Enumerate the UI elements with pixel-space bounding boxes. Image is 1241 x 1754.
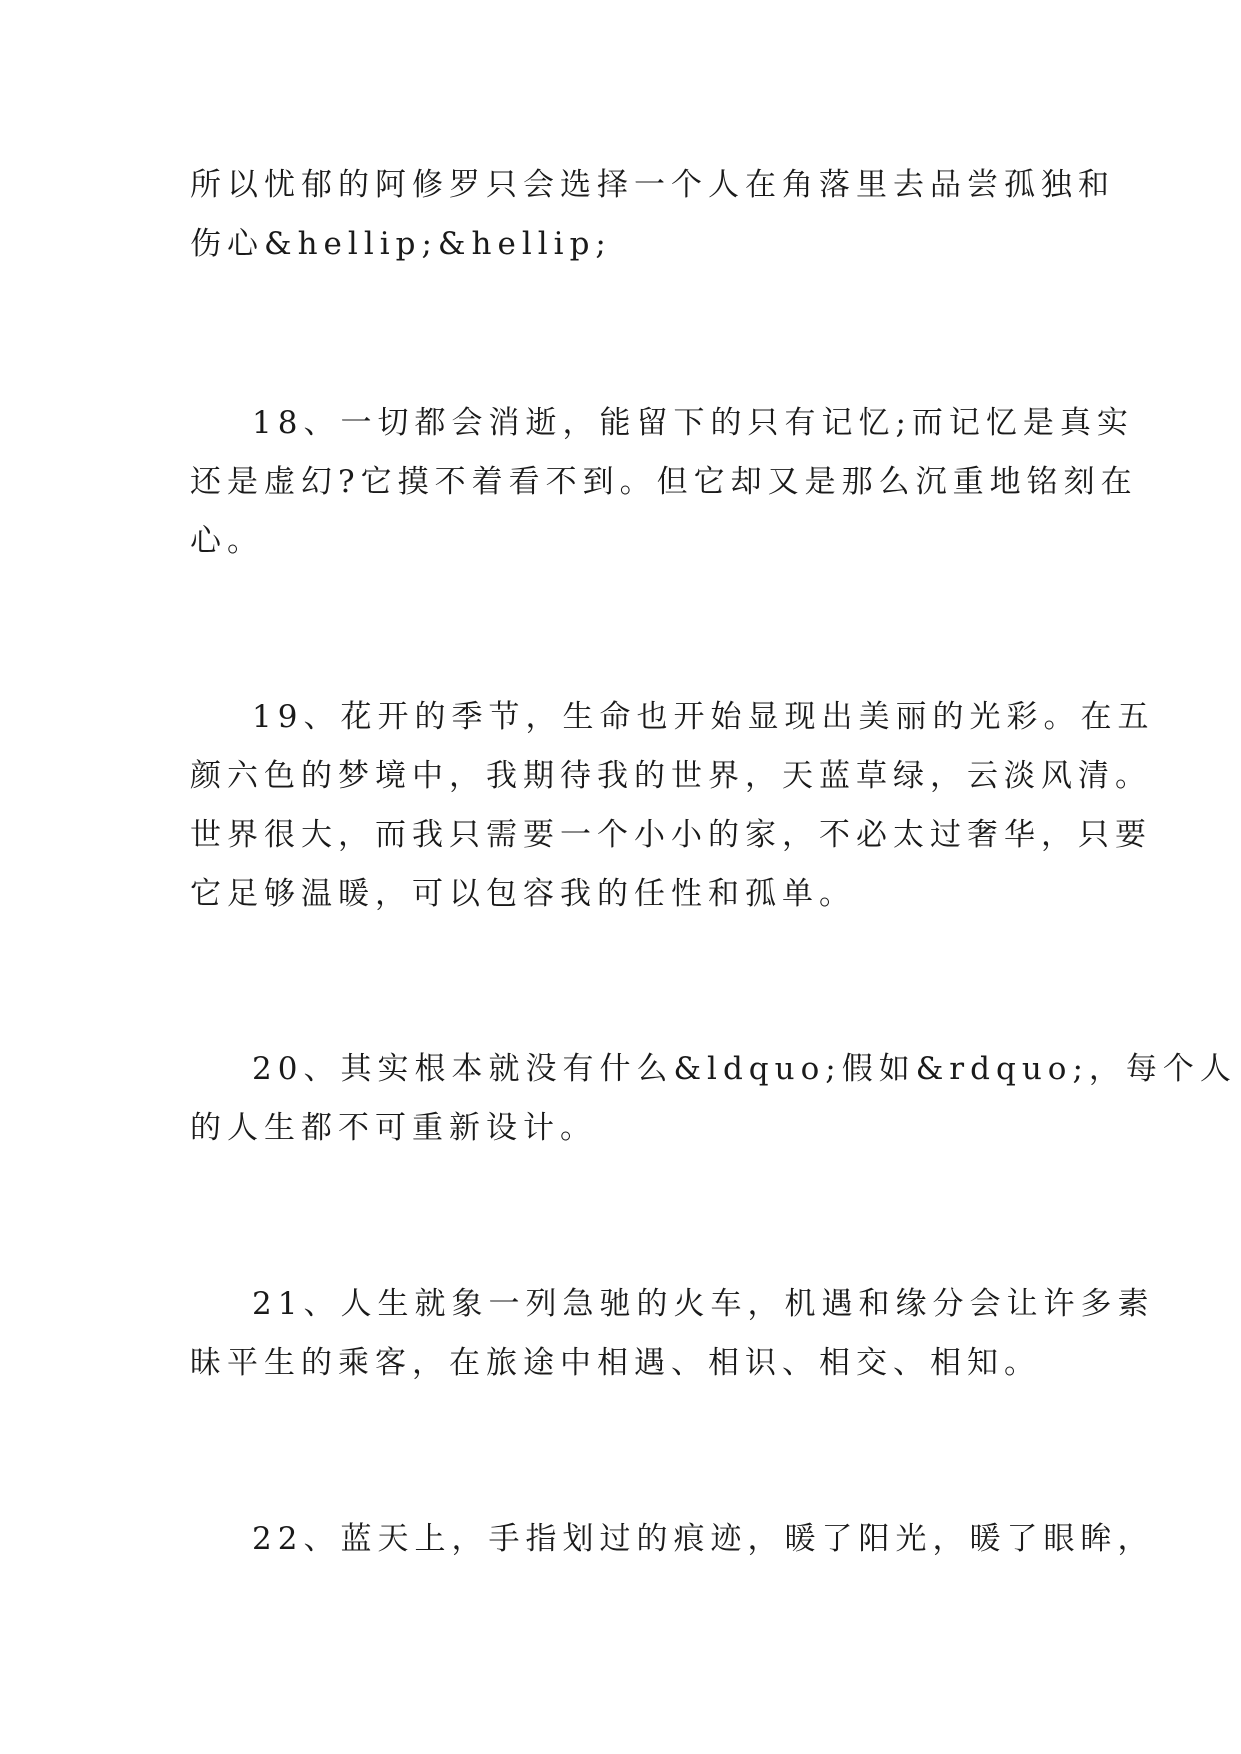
text-line: 心。 bbox=[190, 523, 264, 559]
text-line: 的人生都不可重新设计。 bbox=[190, 1110, 597, 1146]
text-line: 还是虚幻?它摸不着看不到。但它却又是那么沉重地铭刻在 bbox=[190, 464, 1138, 500]
paragraph-20 bbox=[190, 1040, 1237, 1158]
text-line: 18、一切都会消逝，能留下的只有记忆;而记忆是真实 bbox=[252, 405, 1134, 441]
text-line: 伤心&hellip;&hellip; bbox=[190, 226, 612, 262]
text-line: 22、蓝天上，手指划过的痕迹，暖了阳光，暖了眼眸， bbox=[252, 1521, 1155, 1557]
text-line: 颜六色的梦境中，我期待我的世界，天蓝草绿，云淡风清。 bbox=[190, 758, 1152, 794]
paragraph-18 bbox=[190, 394, 1138, 571]
text-line: 21、人生就象一列急驰的火车，机遇和缘分会让许多素 bbox=[252, 1286, 1155, 1322]
paragraph-21 bbox=[190, 1275, 1155, 1393]
text-line: 昧平生的乘客，在旅途中相遇、相识、相交、相知。 bbox=[190, 1345, 1041, 1381]
text-line: 所以忧郁的阿修罗只会选择一个人在角落里去品尝孤独和 bbox=[190, 167, 1115, 203]
paragraph-22 bbox=[190, 1510, 1155, 1569]
text-line: 它足够温暖，可以包容我的任性和孤单。 bbox=[190, 876, 856, 912]
text-line: 20、其实根本就没有什么&ldquo;假如&rdquo;，每个人 bbox=[252, 1051, 1237, 1087]
text-line: 世界很大，而我只需要一个小小的家，不必太过奢华，只要 bbox=[190, 817, 1152, 853]
paragraph-19 bbox=[190, 688, 1155, 924]
text-line: 19、花开的季节，生命也开始显现出美丽的光彩。在五 bbox=[252, 699, 1155, 735]
paragraph-continued bbox=[190, 156, 1115, 274]
